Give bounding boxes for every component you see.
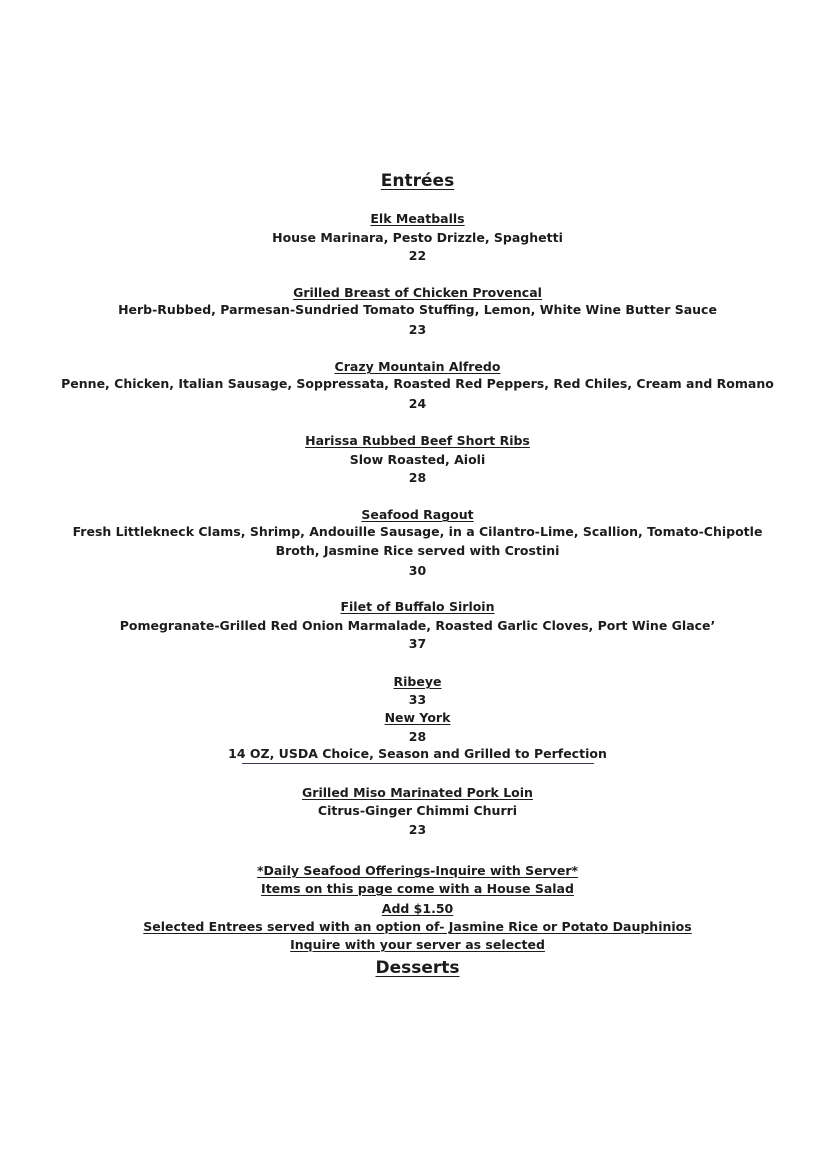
new-york-price: 28 (408, 729, 427, 744)
new-york-name: New York (384, 710, 451, 725)
pork-loin-description: Citrus-Ginger Chimmi Churri (317, 803, 518, 818)
buffalo-sirloin-price: 37 (408, 636, 427, 651)
note-line (0, 880, 835, 898)
item-name (0, 432, 835, 450)
daily-seafood-note: *Daily Seafood Offerings-Inquire with Server* (256, 863, 579, 878)
item-name (0, 784, 835, 802)
item-name (0, 210, 835, 228)
steak-description-underline (242, 763, 594, 764)
note-line (0, 862, 835, 880)
ribeye-price: 33 (408, 692, 427, 707)
item-name (0, 709, 835, 727)
note-line (0, 936, 835, 954)
elk-meatballs-name: Elk Meatballs (370, 211, 465, 226)
ribeye-name: Ribeye (393, 674, 442, 689)
seafood-ragout-description-line1: Fresh Littlekneck Clams, Shrimp, Andouille Sausage, in a Cilantro-Lime, Scallion, Tomato-Chipotle (72, 524, 763, 539)
seafood-ragout-name: Seafood Ragout (361, 507, 474, 522)
pork-loin-price: 23 (408, 822, 427, 837)
entrees-heading: Entrées (380, 171, 455, 191)
inquire-note: Inquire with your server as selected (290, 937, 545, 952)
item-name (0, 598, 835, 616)
note-line (0, 918, 835, 936)
chicken-provencal-description: Herb-Rubbed, Parmesan-Sundried Tomato Stuffing, Lemon, White Wine Butter Sauce (118, 302, 717, 317)
chicken-provencal-price: 23 (408, 322, 427, 337)
steak-description: 14 OZ, USDA Choice, Season and Grilled to Perfection (228, 746, 607, 761)
buffalo-sirloin-description: Pomegranate-Grilled Red Onion Marmalade, Roasted Garlic Cloves, Port Wine Glace’ (119, 618, 716, 633)
short-ribs-price: 28 (408, 470, 427, 485)
note-line (0, 900, 835, 918)
crazy-mountain-alfredo-description: Penne, Chicken, Italian Sausage, Soppressata, Roasted Red Peppers, Red Chiles, Cream and Romano (61, 376, 774, 391)
side-option-note: Selected Entrees served with an option of- Jasmine Rice or Potato Dauphinios (143, 919, 692, 934)
item-name (0, 673, 835, 691)
elk-meatballs-description: House Marinara, Pesto Drizzle, Spaghetti (272, 230, 563, 245)
chicken-provencal-name: Grilled Breast of Chicken Provencal (293, 285, 542, 300)
elk-meatballs-price: 22 (408, 248, 427, 263)
pork-loin-name: Grilled Miso Marinated Pork Loin (302, 785, 533, 800)
buffalo-sirloin-name: Filet of Buffalo Sirloin (340, 599, 495, 614)
add-price-note: Add $1.50 (381, 901, 454, 916)
house-salad-note: Items on this page come with a House Salad (261, 881, 574, 896)
desserts-heading: Desserts (375, 958, 460, 978)
item-name (0, 284, 835, 302)
item-name (0, 506, 835, 524)
crazy-mountain-alfredo-price: 24 (408, 396, 427, 411)
crazy-mountain-alfredo-name: Crazy Mountain Alfredo (334, 359, 501, 374)
short-ribs-name: Harissa Rubbed Beef Short Ribs (305, 433, 530, 448)
seafood-ragout-price: 30 (408, 563, 427, 578)
short-ribs-description: Slow Roasted, Aioli (349, 452, 486, 467)
seafood-ragout-description-line2: Broth, Jasmine Rice served with Crostini (275, 543, 560, 558)
item-name (0, 358, 835, 376)
